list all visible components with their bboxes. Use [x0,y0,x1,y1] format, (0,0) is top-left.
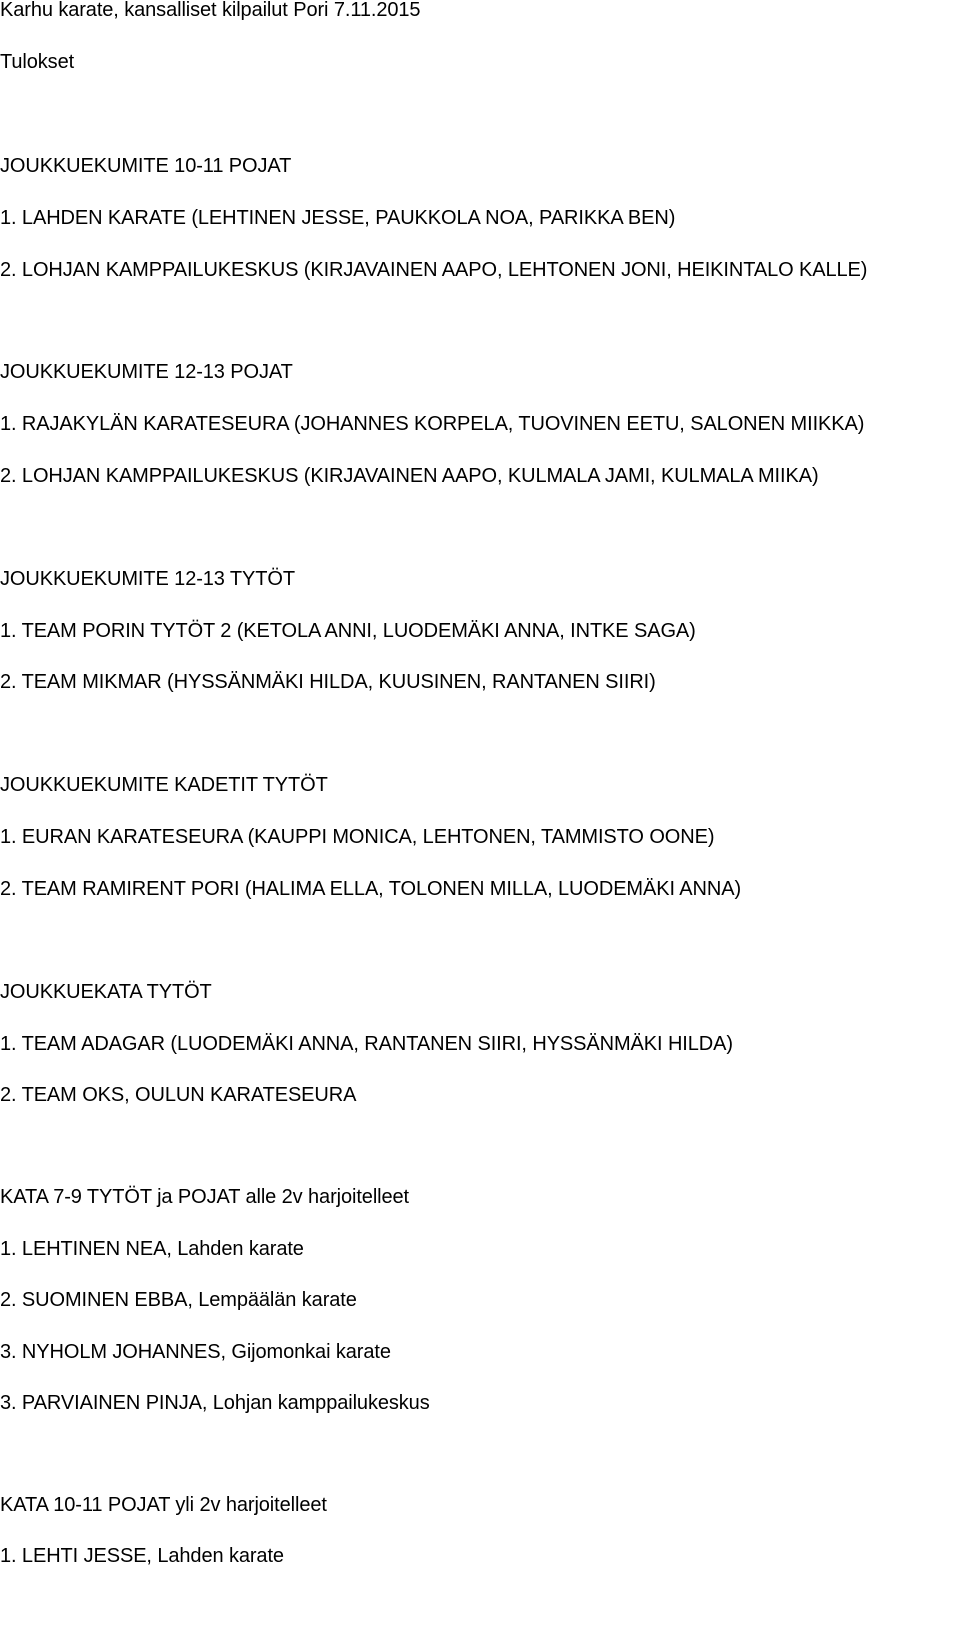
result-line: 3. NYHOLM JOHANNES, Gijomonkai karate [0,1341,391,1363]
result-line: 2. TEAM OKS, OULUN KARATESEURA [0,1084,357,1106]
document-title: Karhu karate, kansalliset kilpailut Pori 7.11.2015 [0,0,421,21]
result-line: 2. TEAM MIKMAR (HYSSÄNMÄKI HILDA, KUUSINEN, RANTANEN SIIRI) [0,671,656,693]
document-subtitle: Tulokset [0,51,75,73]
result-line: 2. LOHJAN KAMPPAILUKESKUS (KIRJAVAINEN AAPO, LEHTONEN JONI, HEIKINTALO KALLE) [0,259,868,281]
result-line: 2. LOHJAN KAMPPAILUKESKUS (KIRJAVAINEN AAPO, KULMALA JAMI, KULMALA MIIKA) [0,465,819,487]
result-line: 1. RAJAKYLÄN KARATESEURA (JOHANNES KORPELA, TUOVINEN EETU, SALONEN MIIKKA) [0,413,865,435]
section-heading: KATA 7-9 TYTÖT ja POJAT alle 2v harjoitelleet [0,1186,410,1208]
result-line: 1. EURAN KARATESEURA (KAUPPI MONICA, LEHTONEN, TAMMISTO OONE) [0,826,715,848]
section-heading: JOUKKUEKATA TYTÖT [0,981,212,1003]
section-heading: JOUKKUEKUMITE KADETIT TYTÖT [0,774,328,796]
result-line: 1. LEHTINEN NEA, Lahden karate [0,1238,304,1260]
result-line: 1. TEAM ADAGAR (LUODEMÄKI ANNA, RANTANEN SIIRI, HYSSÄNMÄKI HILDA) [0,1033,733,1055]
section-heading: JOUKKUEKUMITE 12-13 TYTÖT [0,568,295,590]
result-line: 2. SUOMINEN EBBA, Lempäälän karate [0,1289,357,1311]
section-heading: JOUKKUEKUMITE 10-11 POJAT [0,155,292,177]
result-line: 1. LEHTI JESSE, Lahden karate [0,1545,284,1567]
result-line: 1. TEAM PORIN TYTÖT 2 (KETOLA ANNI, LUODEMÄKI ANNA, INTKE SAGA) [0,620,696,642]
section-heading: KATA 10-11 POJAT yli 2v harjoitelleet [0,1494,327,1516]
result-line: 2. TEAM RAMIRENT PORI (HALIMA ELLA, TOLONEN MILLA, LUODEMÄKI ANNA) [0,878,742,900]
section-heading: JOUKKUEKUMITE 12-13 POJAT [0,361,293,383]
result-line: 1. LAHDEN KARATE (LEHTINEN JESSE, PAUKKOLA NOA, PARIKKA BEN) [0,207,676,229]
result-line: 3. PARVIAINEN PINJA, Lohjan kamppailukeskus [0,1392,430,1414]
